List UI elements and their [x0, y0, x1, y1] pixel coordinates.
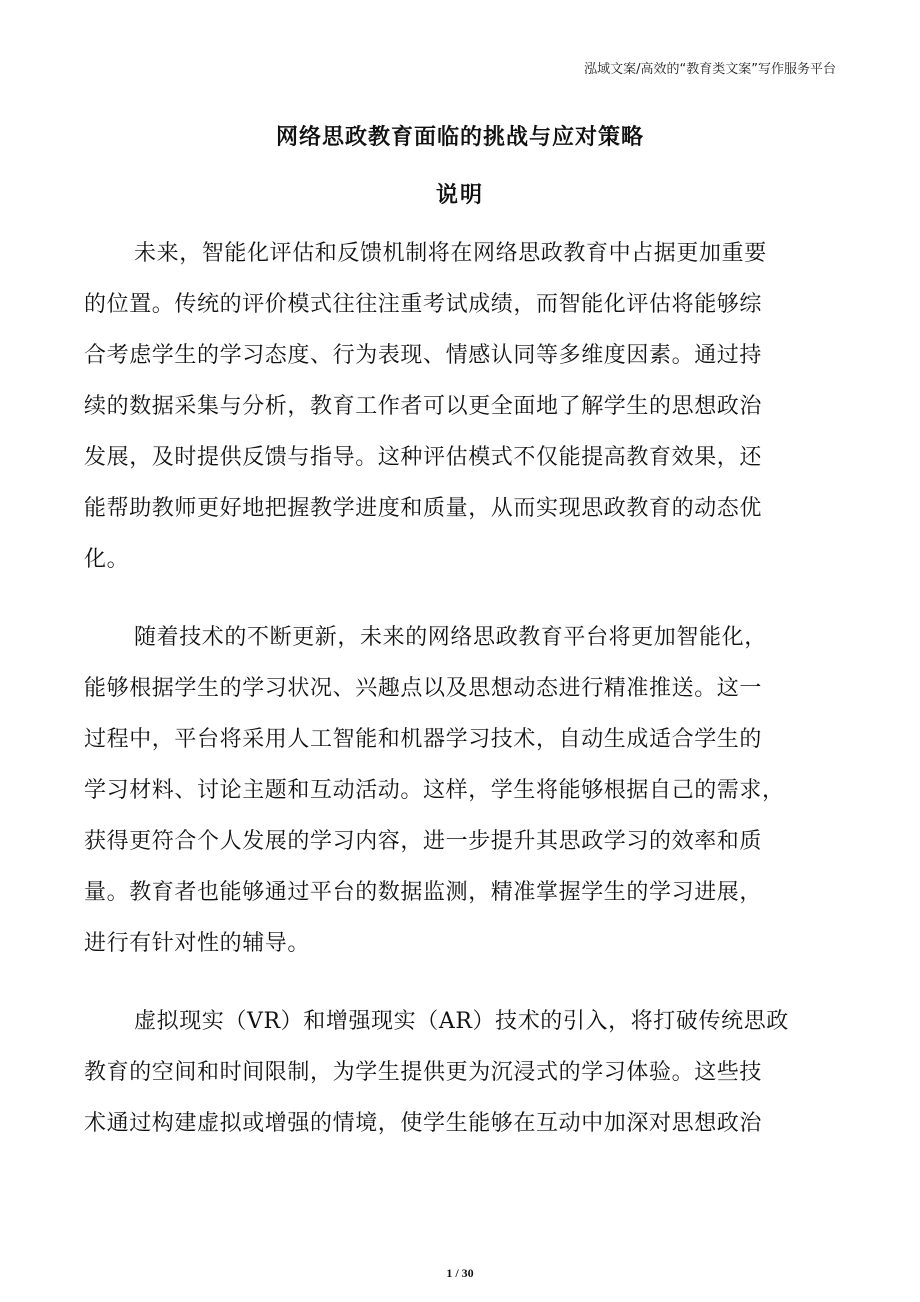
paragraph-line: 的位置。传统的评价模式往往注重考试成绩，而智能化评估将能够综 — [84, 292, 763, 317]
paragraph-line: 能帮助教师更好地把握教学进度和质量，从而实现思政教育的动态优 — [84, 496, 763, 521]
paragraph-3 — [84, 996, 834, 1149]
paragraph-line: 学习材料、讨论主题和互动活动。这样，学生将能够根据自己的需求， — [84, 778, 785, 803]
paragraph-line: 未来，智能化评估和反馈机制将在网络思政教育中占据更加重要 — [134, 241, 767, 266]
paragraph-2 — [84, 612, 834, 969]
paragraph-line: 虚拟现实（VR）和增强现实（AR）技术的引入，将打破传统思政 — [134, 1009, 789, 1034]
paragraph-line: 随着技术的不断更新，未来的网络思政教育平台将更加智能化， — [134, 625, 767, 650]
section-title: 说明 — [435, 183, 484, 208]
paragraph-line: 术通过构建虚拟或增强的情境，使学生能够在互动中加深对思想政治 — [84, 1111, 763, 1136]
paragraph-line: 获得更符合个人发展的学习内容，进一步提升其思政学习的效率和质 — [84, 829, 763, 854]
paragraph-1 — [84, 228, 834, 585]
paragraph-line: 教育的空间和时间限制，为学生提供更为沉浸式的学习体验。这些技 — [84, 1060, 763, 1085]
paragraph-line: 发展，及时提供反馈与指导。这种评估模式不仅能提高教育效果，还 — [84, 445, 763, 470]
paragraph-line: 续的数据采集与分析，教育工作者可以更全面地了解学生的思想政治 — [84, 394, 763, 419]
paragraph-line: 进行有针对性的辅导。 — [84, 931, 311, 956]
paragraph-line: 能够根据学生的学习状况、兴趣点以及思想动态进行精准推送。这一 — [84, 676, 763, 701]
page-number: 1 / 30 — [446, 1266, 474, 1280]
header-note: 泓域文案/高效的“教育类文案”写作服务平台 — [584, 62, 836, 77]
paragraph-line: 过程中，平台将采用人工智能和机器学习技术，自动生成适合学生的 — [84, 727, 763, 752]
document-title: 网络思政教育面临的挑战与应对策略 — [275, 125, 644, 150]
paragraph-line: 化。 — [84, 547, 130, 572]
body-text — [84, 228, 834, 1176]
paragraph-line: 量。教育者也能够通过平台的数据监测，精准掌握学生的学习进展， — [84, 880, 763, 905]
paragraph-line: 合考虑学生的学习态度、行为表现、情感认同等多维度因素。通过持 — [84, 343, 763, 368]
